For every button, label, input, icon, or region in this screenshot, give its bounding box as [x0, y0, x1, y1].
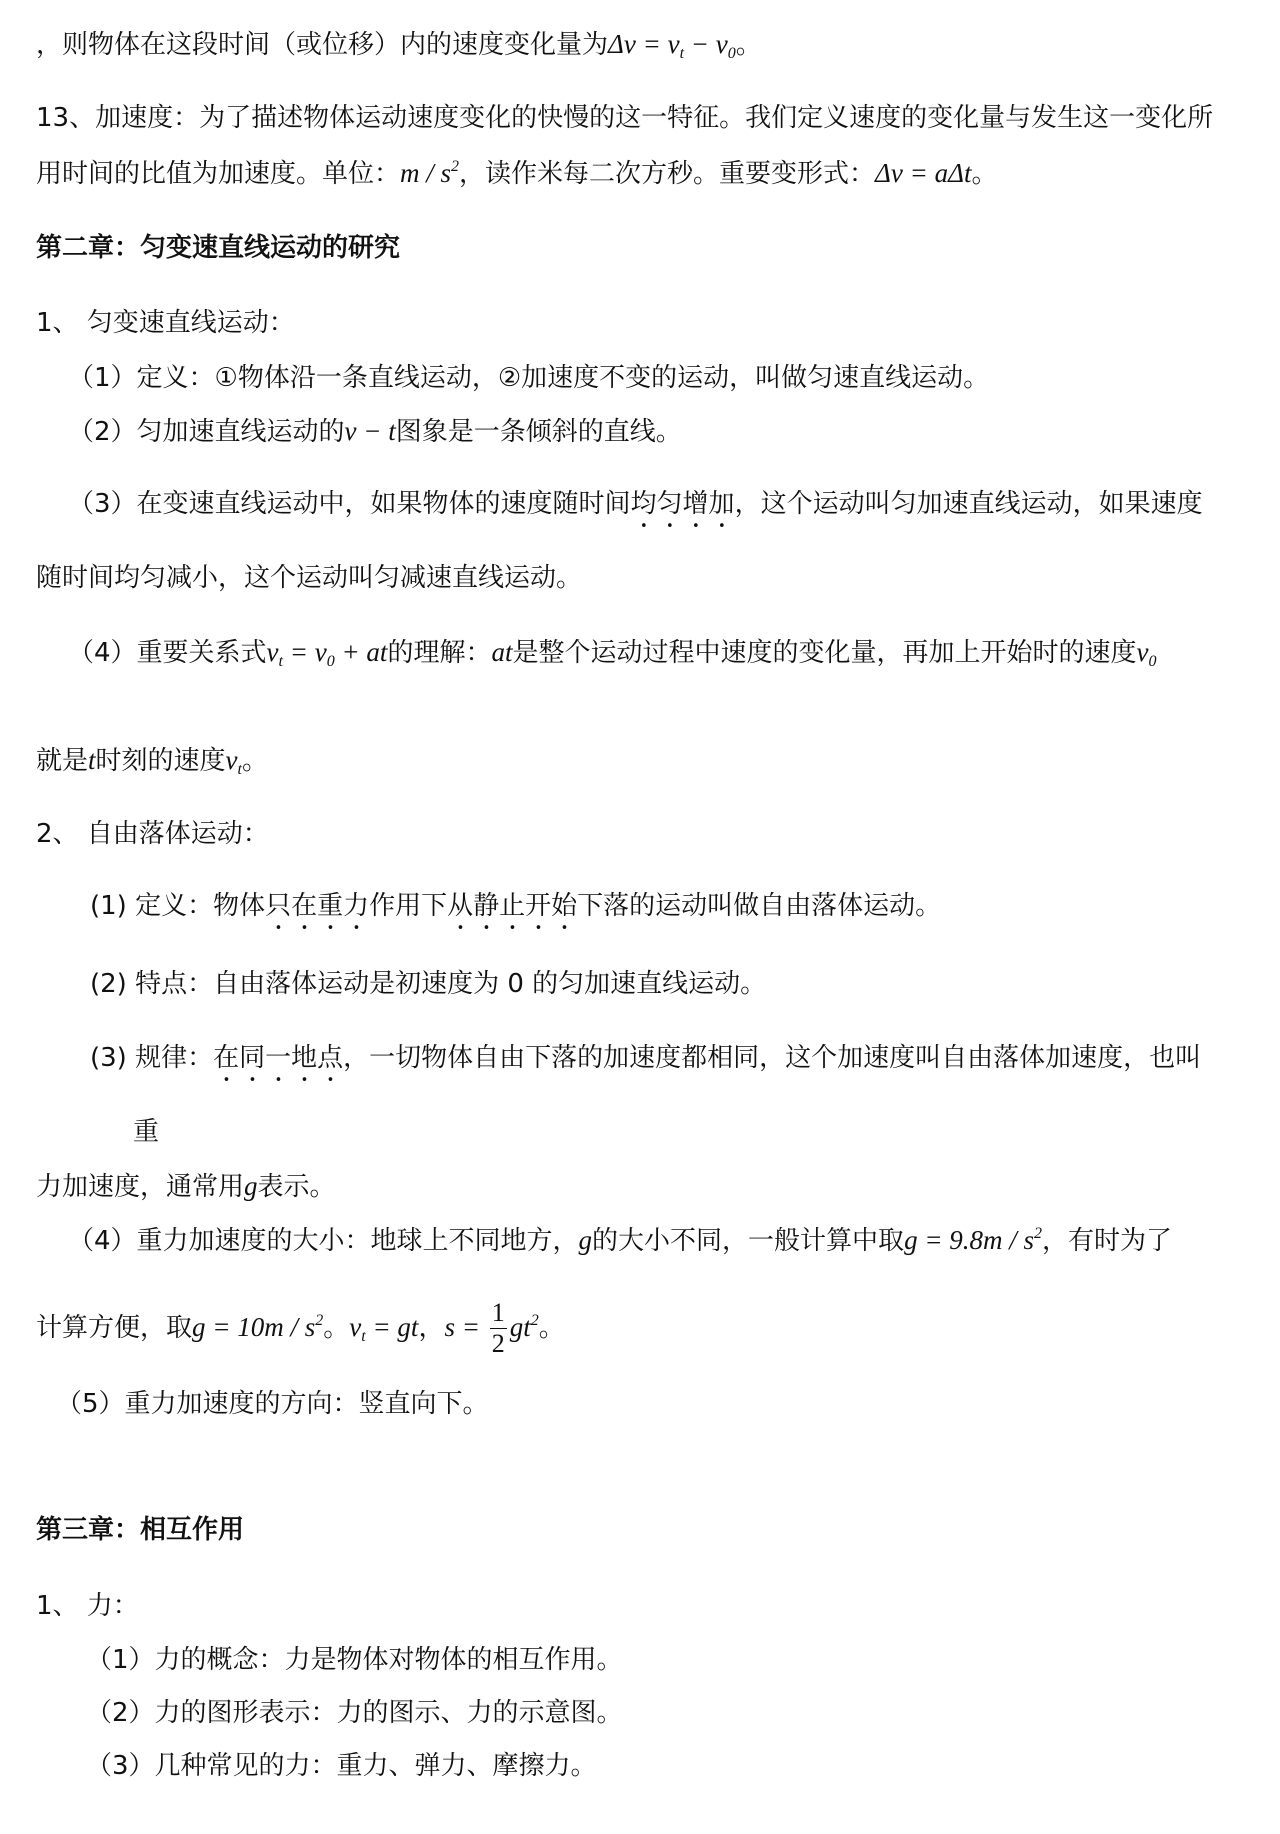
list-item — [86, 1748, 597, 1784]
section-title — [36, 1588, 139, 1624]
text: （3）几种常见的力：重力、弹力、摩擦力。 — [86, 1751, 597, 1781]
formula-part: = gt — [365, 1312, 419, 1342]
list-item — [68, 1222, 1172, 1259]
text: 计算方便，取 — [36, 1313, 193, 1343]
text: 。 — [323, 1313, 350, 1343]
subscript: t — [237, 761, 242, 778]
text-line — [36, 155, 997, 192]
text: （4）重力加速度的大小：地球上不同地方， — [68, 1226, 579, 1256]
superscript: 2 — [451, 158, 460, 175]
emphasis-text: 从静止开始 — [447, 891, 578, 921]
text: ，一切物体自由下落的加速度都相同，这个加速度叫自由落体加速度，也叫 — [343, 1043, 1202, 1073]
text: (3) 规律： — [90, 1043, 214, 1073]
text: ，读作米每二次方秒。重要变形式： — [459, 159, 876, 189]
text: 随时间均匀减小，这个运动叫匀减速直线运动。 — [36, 563, 583, 593]
emphasis-text: 均匀增加 — [630, 489, 735, 519]
text: ，这个运动叫匀加速直线运动，如果速度 — [734, 489, 1203, 519]
formula-part: gt — [509, 1312, 531, 1342]
text: 表示。 — [257, 1172, 336, 1202]
subscript: 0 — [727, 45, 736, 62]
heading-text: 第二章：匀变速直线运动的研究 — [36, 233, 401, 263]
list-item — [86, 1642, 623, 1678]
formula — [349, 1312, 419, 1345]
list-item-continuation — [133, 1114, 159, 1150]
formula-part: v — [1136, 637, 1149, 667]
text: （2）力的图形表示：力的图示、力的示意图。 — [86, 1698, 623, 1728]
text: 用时间的比值为加速度。单位： — [36, 159, 401, 189]
subscript: t — [679, 45, 685, 62]
section-title — [36, 305, 295, 341]
formula: v − t — [344, 416, 396, 446]
superscript: 2 — [1034, 1225, 1043, 1242]
list-item-continuation — [36, 1168, 336, 1205]
subscript: 0 — [1148, 653, 1157, 670]
formula — [608, 29, 736, 62]
list-item-continuation — [36, 560, 582, 596]
formula-part: g = 9.8m / s — [904, 1225, 1035, 1255]
text: 2、 自由落体运动： — [36, 819, 269, 849]
text: （3）在变速直线运动中，如果物体的速度随时间 — [68, 489, 631, 519]
text: (1) 定义：物体 — [90, 891, 266, 921]
text-line — [36, 100, 1213, 136]
text: 。 — [241, 746, 268, 776]
list-item — [68, 413, 682, 450]
text: 。 — [735, 30, 762, 60]
list-item — [90, 966, 766, 1002]
formula — [510, 1312, 539, 1342]
heading-text: 第三章：相互作用 — [36, 1515, 245, 1545]
formula-part: g = 10m / s — [192, 1312, 316, 1342]
formula-part: − v — [684, 29, 728, 59]
text: 下落的运动叫做自由落体运动。 — [577, 891, 942, 921]
formula-part: v — [225, 745, 238, 775]
superscript: 2 — [315, 1312, 324, 1329]
text: 的理解： — [387, 638, 492, 668]
formula: at — [491, 637, 513, 667]
text: 重 — [133, 1117, 160, 1147]
text: （2）匀加速直线运动的 — [68, 417, 345, 447]
list-item — [68, 634, 1156, 671]
chapter-heading — [36, 1512, 244, 1548]
text: 的大小不同，一般计算中取 — [592, 1226, 905, 1256]
fraction — [490, 1300, 507, 1357]
text: 1、 力： — [36, 1591, 139, 1621]
subscript: 0 — [326, 653, 335, 670]
emphasis-text: 在同一地点 — [213, 1043, 344, 1073]
text: 作用下 — [369, 891, 448, 921]
subscript: t — [278, 653, 283, 670]
formula-part: = v — [282, 637, 327, 667]
formula: Δv = aΔt — [875, 158, 972, 188]
formula: g — [244, 1171, 258, 1201]
formula — [904, 1225, 1042, 1255]
text: 。 — [971, 159, 998, 189]
text: 13、加速度：为了描述物体运动速度变化的快慢的这一特征。我们定义速度的变化量与发生这一变化所 — [36, 103, 1214, 133]
text: （1）力的概念：力是物体对物体的相互作用。 — [86, 1645, 623, 1675]
text: 就是 — [36, 746, 89, 776]
chapter-heading — [36, 230, 400, 266]
text: （1）定义：①物体沿一条直线运动，②加速度不变的运动，叫做匀速直线运动。 — [68, 363, 990, 393]
formula-part: + at — [334, 637, 388, 667]
fraction-numerator: 1 — [491, 1298, 505, 1327]
subscript: t — [361, 1328, 366, 1345]
text: ，则物体在这段时间（或位移）内的速度变化量为 — [36, 30, 609, 60]
text-line — [36, 26, 762, 63]
list-item-continuation — [36, 1300, 565, 1357]
formula-part: v — [266, 637, 279, 667]
text: 力加速度，通常用 — [36, 1172, 245, 1202]
text: 是整个运动过程中速度的变化量，再加上开始时的速度 — [512, 638, 1137, 668]
text: 图象是一条倾斜的直线。 — [395, 417, 682, 447]
list-item — [90, 888, 941, 936]
text: ，有时为了 — [1042, 1226, 1173, 1256]
formula: s = — [444, 1312, 487, 1342]
text: (2) 特点：自由落体运动是初速度为 0 的匀加速直线运动。 — [90, 969, 767, 999]
fraction-denominator: 2 — [491, 1329, 505, 1358]
section-title — [36, 816, 269, 852]
list-item — [68, 360, 989, 396]
list-item — [68, 486, 1203, 534]
emphasis-text: 只在重力 — [265, 891, 370, 921]
formula — [266, 637, 388, 670]
formula — [1136, 637, 1157, 670]
text: 时刻的速度 — [95, 746, 226, 776]
formula-part: Δv = v — [608, 29, 680, 59]
formula: g — [578, 1225, 593, 1255]
formula — [192, 1312, 323, 1342]
formula — [400, 158, 459, 188]
list-item — [90, 1040, 1201, 1088]
formula — [225, 745, 242, 778]
text: ， — [418, 1313, 445, 1343]
superscript: 2 — [530, 1312, 539, 1329]
text: （4）重要关系式 — [68, 638, 267, 668]
formula: t — [88, 745, 96, 775]
list-item — [56, 1386, 489, 1422]
text: （5）重力加速度的方向：竖直向下。 — [56, 1389, 489, 1419]
text: 。 — [538, 1313, 565, 1343]
formula-part: v — [349, 1312, 362, 1342]
list-item — [86, 1695, 623, 1731]
text: 1、 匀变速直线运动： — [36, 308, 295, 338]
formula-part: m / s — [400, 158, 452, 188]
list-item-continuation — [36, 742, 268, 779]
